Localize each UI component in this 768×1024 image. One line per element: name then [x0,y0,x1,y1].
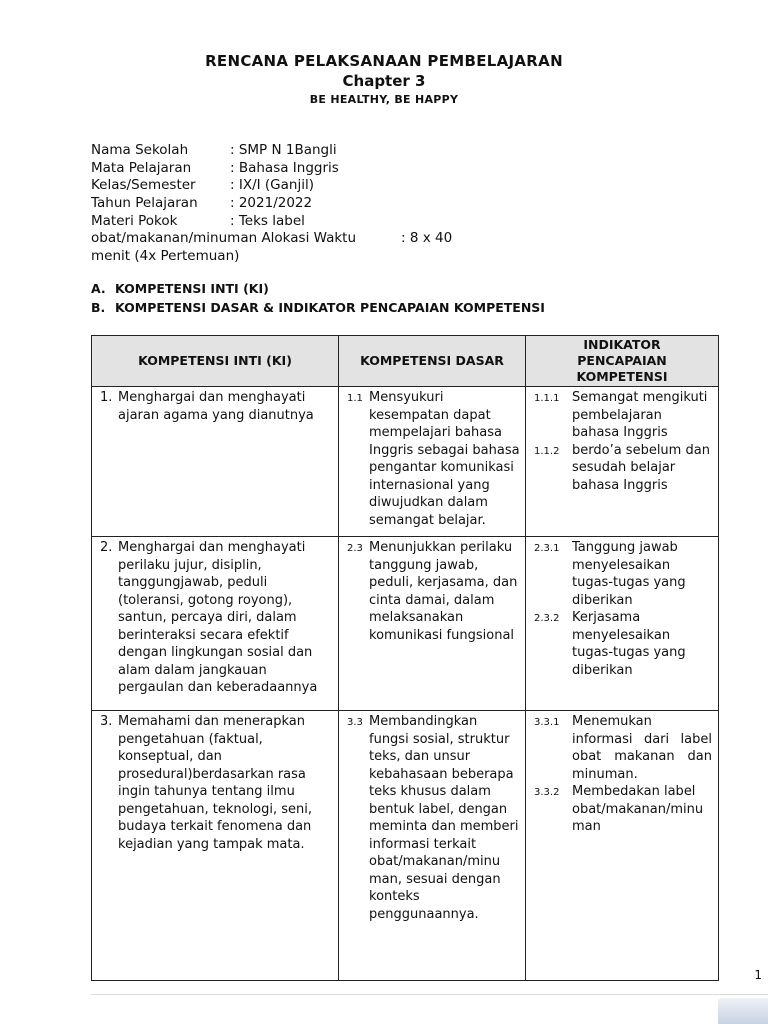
page-number: 1 [754,968,762,982]
identity-wrap-text: obat/makanan/minuman Alokasi Waktu [91,230,357,247]
identity-duration-value: : 8 x 40 [401,230,453,247]
footer-divider [91,994,768,995]
identity-row-continued [91,248,491,266]
ki-text: Menghargai dan menghayati ajaran agama yang dianutnya [118,390,314,423]
section-title: KOMPETENSI DASAR & INDIKATOR PENCAPAIAN KOMPETENSI [115,300,545,315]
indicator-item [532,442,712,495]
identity-row [91,160,491,178]
identity-label: Mata Pelajaran [91,159,192,176]
document-header [0,52,768,106]
column-header: KOMPETENSI INTI (KI) [92,336,339,387]
kd-cell [339,387,526,537]
indicator-number: 3.3.2 [534,787,560,798]
identity-value: : SMP N 1Bangli [230,142,337,158]
identity-value: : IX/I (Ganjil) [230,177,314,194]
column-header: KOMPETENSI DASAR [339,336,526,387]
section-letter: B. [91,300,106,315]
ki-text: Menghargai dan menghayati perilaku jujur, disiplin, tanggungjawab, peduli (toleransi, gotong royong), santun, percaya diri, dalam berinteraksi secara efektif dengan lingkungan sosial dan alam dalam jangkauan pergaulan dan keberadaannya [118,540,318,695]
indicator-number: 3.3.1 [534,717,560,728]
table-row [92,387,719,537]
kd-cell [339,537,526,711]
identity-label: Kelas/Semester [91,177,196,194]
indicator-number: 2.3.2 [534,613,560,624]
identity-wrap-text: menit (4x Pertemuan) [91,248,240,265]
indicator-text: Membedakan label obat/makanan/minu man [572,784,704,834]
kd-cell [339,711,526,981]
indicator-number: 1.1.1 [534,393,560,404]
identity-row [91,195,491,213]
indicator-cell [526,711,719,981]
document-title: RENCANA PELAKSANAAN PEMBELAJARAN [205,52,563,70]
identity-label: Nama Sekolah [91,142,189,158]
section-letter: A. [91,281,106,296]
indicator-item [532,783,712,836]
identity-row-wrapped [91,230,491,248]
table-row [92,537,719,711]
indicator-item [532,609,712,679]
identity-value: : Bahasa Inggris [230,159,339,176]
ki-number: 2. [100,540,113,555]
indicator-text: Menemukan informasi dari label obat makanan dan minuman. [572,714,712,782]
section-heading-b [91,300,545,315]
indicator-item [532,539,712,609]
identity-row [91,142,491,160]
indicator-number: 1.1.2 [534,445,560,457]
kd-text: Membandingkan fungsi sosial, struktur teks, dan unsur kebahasaan beberapa teks khusus dalam bentuk label, dengan meminta dan memberi informasi terkait obat/makanan/minu man, sesuai dengan konteks penggunaannya. [369,714,519,922]
indicator-cell [526,387,719,537]
table-header-row [92,336,719,387]
kd-text: Menunjukkan perilaku tanggung jawab, peduli, kerjasama, dan cinta damai, dalam melaksanakan komunikasi fungsional [369,540,518,643]
page-corner-tab [718,998,768,1024]
ki-text: Memahami dan menerapkan pengetahuan (faktual, konseptual, dan prosedural)berdasarkan rasa ingin tahunya tentang ilmu pengetahuan, teknologi, seni, budaya terkait fenomena dan kejadian yang tampak mata. [118,714,313,852]
ki-number: 3. [100,714,113,729]
kd-number: 3.3 [347,717,363,728]
ki-number: 1. [100,390,113,405]
identity-label: Materi Pokok [91,212,178,229]
section-title: KOMPETENSI INTI (KI) [115,281,269,296]
indicator-text: Semangat mengikuti pembelajaran bahasa Inggris [572,390,708,440]
section-heading-a [91,281,269,296]
kd-number: 1.1 [347,393,363,404]
competency-table [91,335,719,981]
identity-block [91,142,491,266]
indicator-item [532,389,712,442]
ki-cell [92,537,339,711]
kd-number: 2.3 [347,543,363,554]
indicator-cell [526,537,719,711]
identity-row [91,213,491,231]
indicator-text: Tanggung jawab menyelesaikan tugas-tugas yang diberikan [572,540,686,608]
ki-cell [92,711,339,981]
column-header: INDIKATOR PENCAPAIAN KOMPETENSI [526,336,719,387]
indicator-item [532,713,712,783]
indicator-text: berdo’a sebelum dan sesudah belajar bahasa Inggris [572,442,710,493]
identity-value: : 2021/2022 [230,195,313,212]
identity-label: Tahun Pelajaran [91,195,198,212]
table-row [92,711,719,981]
ki-cell [92,387,339,537]
identity-value: : Teks label [230,212,305,229]
chapter-subtitle: BE HEALTHY, BE HAPPY [309,93,459,106]
chapter-label: Chapter 3 [342,72,426,90]
kd-text: Mensyukuri kesempatan dapat mempelajari bahasa Inggris sebagai bahasa pengantar komunikasi internasional yang diwujudkan dalam semangat belajar. [369,390,520,528]
indicator-number: 2.3.1 [534,543,560,554]
indicator-text: Kerjasama menyelesaikan tugas-tugas yang diberikan [572,610,686,678]
identity-row [91,177,491,195]
